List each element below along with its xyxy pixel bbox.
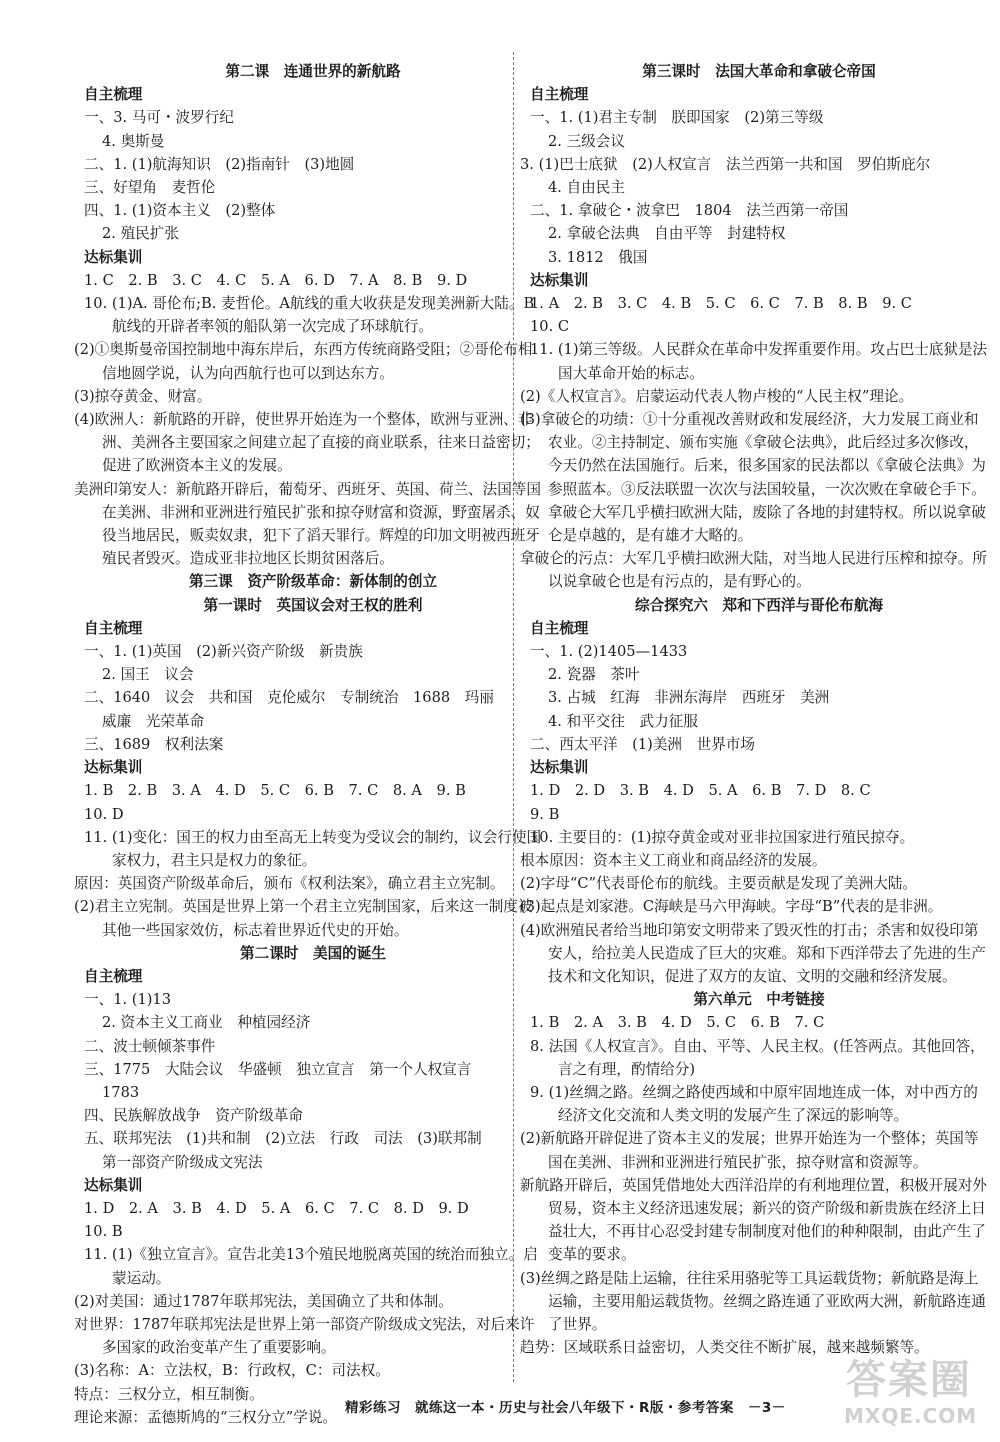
answer-line: 1. A 2. B 3. C 4. B 5. C 6. C 7. B 8. B 9. C	[530, 295, 912, 313]
section-heading: 第三课时 法国大革命和拿破仑帝国	[642, 63, 876, 80]
answer-line: 三、1689 权利法案	[84, 735, 224, 753]
answer-line: 四、1. (1)资本主义 (2)整体	[84, 202, 276, 220]
answer-line: 一、1. (1)君主专制 朕即国家 (2)第三等级	[530, 109, 824, 127]
answer-line: 1. B 2. A 3. B 4. D 5. C 6. B 7. C	[530, 1014, 825, 1032]
answer-paragraph: 根本原因：资本主义工商业和商品经济的发展。	[520, 851, 827, 869]
subsection-label: 达标集训	[84, 248, 143, 266]
answer-paragraph: (3)拿破仑的功绩：①十分重视改善财政和发展经济，大力发展工商业和农业。②主持制定、颁布实施《拿破仑法典》，此后经过多次修改，今天仍然在法国施行。后来，很多国家的民法都以《拿破仑法典》为参照蓝本。③反法联盟一次次与法国较量，一次次败在拿破仑手下。拿破仑大军几乎横扫欧洲大陆，废除了各地的封建特权。所以说拿破仑是卓越的，是有雄才大略的。	[520, 411, 986, 545]
section-heading: 第二课时 美国的诞生	[240, 944, 386, 962]
subsection-label: 达标集训	[84, 1176, 143, 1194]
answer-paragraph: (3)掠夺黄金、财富。	[74, 387, 212, 405]
answer-paragraph: 拿破仑的污点：大军几乎横扫欧洲大陆，对当地人民进行压榨和掠夺。所以说拿破仑也是有污点的，是有野心的。	[520, 550, 988, 591]
section-heading: 第六单元 中考链接	[693, 991, 825, 1009]
subsection-label: 自主梳理	[84, 86, 143, 104]
answer-line: 二、西太平洋 (1)美洲 世界市场	[530, 735, 755, 753]
answer-paragraph: 11. (1)《独立宣言》。宣告北美13个殖民地脱离英国的统治而独立。启蒙运动。	[84, 1246, 538, 1287]
answer-line: 三、1775 大陆会议 华盛顿 独立宣言 第一个人权宣言	[84, 1060, 472, 1078]
answer-line: 4. 和平交往 武力征服	[548, 712, 698, 730]
answer-line: 2. 三级会议	[548, 132, 625, 150]
answer-paragraph: 新航路开辟后，英国凭借地处大西洋沿岸的有利地理位置，积极开展对外贸易，资本主义经济迅速发展；新兴的资产阶级和新贵族在经济上日益壮大，不再甘心忍受封建专制制度对他们的种种限制，由此产生了变革的要求。	[520, 1176, 988, 1264]
watermark-title: 答案圈	[846, 1357, 972, 1403]
answer-paragraph: 8. 法国《人权宣言》。自由、平等、人民主权。(任答两点。其他回答，言之有理，酌情给分)	[530, 1037, 985, 1078]
subsection-label: 达标集训	[530, 759, 589, 777]
section-heading: 第一课时 英国议会对王权的胜利	[203, 596, 423, 614]
right-column	[520, 60, 988, 1359]
answer-line: 9. B	[530, 805, 560, 823]
answer-line: 10. D	[84, 805, 124, 823]
answer-paragraph: 3. (1)巴士底狱 (2)人权宣言 法兰西第一共和国 罗伯斯庇尔	[520, 155, 931, 173]
answer-paragraph: (2)君主立宪制。英国是世界上第一个君主立宪制国家，后来这一制度被其他一些国家效仿，标志着世界近代史的开始。	[74, 898, 533, 939]
subsection-label: 自主梳理	[84, 619, 143, 637]
answer-paragraph: (3)丝绸之路是陆上运输，往往采用骆驼等工具运载货物；新航路是海上运输，主要用船运载货物。丝绸之路连通了亚欧两大洲，新航路连通了世界。	[520, 1269, 986, 1333]
section-heading: 第二课 连通世界的新航路	[225, 63, 401, 80]
answer-paragraph: 理论来源：孟德斯鸠的“三权分立”学说。	[74, 1408, 338, 1426]
answer-line: 3. 占城 红海 非洲东海岸 西班牙 美洲	[548, 689, 830, 707]
answer-line: 1. C 2. B 3. C 4. C 5. A 6. D 7. A 8. B 9. D	[84, 271, 468, 289]
subsection-label: 达标集训	[84, 759, 143, 777]
page-footer: 精彩练习 就练这一本・历史与社会八年级下・R版・参考答案 －3－	[345, 1400, 786, 1416]
answer-paragraph: (4)欧洲人：新航路的开辟，使世界开始连为一个整体，欧洲与亚洲、非洲、美洲各主要国家之间建立起了直接的商业联系，往来日益密切；促进了欧洲资本主义的发展。	[74, 411, 540, 475]
answer-paragraph: (2)《人权宣言》。启蒙运动代表人物卢梭的“人民主权”理论。	[520, 387, 914, 405]
answer-line: 一、1. (2)1405—1433	[530, 643, 688, 661]
answer-paragraph: 10. (1)A. 哥伦布;B. 麦哲伦。A航线的重大收获是发现美洲新大陆。B航线的开辟者率领的船队第一次完成了环球航行。	[84, 295, 535, 336]
subsection-label: 自主梳理	[530, 619, 589, 637]
answer-paragraph: 趋势：区域联系日益密切，人类交往不断扩展，越来越频繁等。	[520, 1339, 929, 1357]
answer-paragraph: (2)①奥斯曼帝国控制地中海东岸后，东西方传统商路受阻；②哥伦布相信地圆学说，认为向西航行也可以到达东方。	[74, 341, 533, 382]
answer-line: 1. D 2. A 3. B 4. D 5. A 6. C 7. C 8. D 9. D	[84, 1199, 469, 1217]
answer-paragraph: 原因：英国资产阶级革命后，颁布《权利法案》，确立君主立宪制。	[74, 875, 505, 893]
answer-line: 1. D 2. D 3. B 4. D 5. A 6. B 7. D 8. C	[530, 782, 871, 800]
answer-paragraph: 10. 主要目的：(1)掠夺黄金或对亚非拉国家进行殖民掠夺。	[530, 828, 915, 846]
answer-paragraph: (4)欧洲殖民者给当地印第安文明带来了毁灭性的打击；杀害和奴役印第安人，给拉美人民造成了巨大的灾难。郑和下西洋带去了先进的生产技术和文化知识，促进了双方的友谊、文明的交融和经济发展。	[520, 921, 986, 985]
answer-line: 二、波士顿倾茶事件	[84, 1037, 216, 1055]
answer-paragraph: (2)对美国：通过1787年联邦宪法，美国确立了共和体制。	[74, 1292, 453, 1310]
answer-line: 第一部资产阶级成文宪法	[102, 1153, 263, 1171]
watermark-url: MXQE.COM	[844, 1404, 978, 1428]
subsection-label: 自主梳理	[84, 967, 143, 985]
answer-paragraph: (2)新航路开辟促进了资本主义的发展；世界开始连为一个整体；英国等国在美洲、非洲和亚洲进行殖民扩张，掠夺财富和资源等。	[520, 1130, 979, 1171]
answer-line: 威廉 光荣革命	[102, 712, 205, 730]
answer-line: 2. 资本主义工商业 种植园经济	[102, 1014, 311, 1032]
answer-line: 四、民族解放战争 资产阶级革命	[84, 1107, 303, 1125]
answer-paragraph: 特点：三权分立，相互制衡。	[74, 1385, 264, 1403]
answer-line: 10. C	[530, 318, 570, 336]
subsection-label: 达标集训	[530, 271, 589, 289]
answer-line: 3. 1812 俄国	[548, 248, 648, 266]
answer-line: 4. 自由民主	[548, 179, 625, 197]
answer-line: 2. 瓷器 茶叶	[548, 666, 640, 684]
answer-line: 二、1640 议会 共和国 克伦威尔 专制统治 1688 玛丽	[84, 689, 494, 707]
answer-line: 一、1. (1)英国 (2)新兴资产阶级 新贵族	[84, 643, 363, 661]
answer-paragraph: (2)字母“C”代表哥伦布的航线。主要贡献是发现了美洲大陆。	[520, 875, 918, 893]
left-column	[74, 60, 542, 1429]
answer-line: 一、3. 马可・波罗行纪	[84, 109, 234, 127]
answer-line: 2. 殖民扩张	[102, 225, 179, 243]
answer-line: 三、好望角 麦哲伦	[84, 179, 216, 197]
site-watermark	[838, 1348, 996, 1436]
answer-line: 2. 国王 议会	[102, 666, 194, 684]
answer-paragraph: 美洲印第安人：新航路开辟后，葡萄牙、西班牙、英国、荷兰、法国等国在美洲、非洲和亚洲进行殖民扩张和掠夺财富和资源，野蛮屠杀、奴役当地居民，贩卖奴隶，犯下了滔天罪行。辉煌的印加文明被西班牙殖民者毁灭。造成亚非拉地区长期贫困落后。	[74, 480, 542, 568]
answer-line: 2. 拿破仑法典 自由平等 封建特权	[548, 225, 786, 243]
answer-paragraph: 对世界：1787年联邦宪法是世界上第一部资产阶级成文宪法，对后来许多国家的政治变革产生了重要影响。	[74, 1315, 535, 1357]
answer-line: 10. B	[84, 1223, 123, 1241]
answer-paragraph: 11. (1)变化：国王的权力由至高无上转变为受议会的制约，议会行使国家权力，君主只是权力的象征。	[84, 828, 542, 869]
section-heading: 综合探究六 郑和下西洋与哥伦布航海	[634, 596, 884, 614]
answer-line: 二、1. 拿破仑・波拿巴 1804 法兰西第一帝国	[530, 202, 849, 220]
answer-line: 1. B 2. B 3. A 4. D 5. C 6. B 7. C 8. A 9. B	[84, 782, 466, 800]
answer-paragraph: 9. (1)丝绸之路。丝绸之路使西域和中原牢固地连成一体，对中西方的经济文化交流和人类文明的发展产生了深远的影响等。	[530, 1083, 978, 1125]
subsection-label: 自主梳理	[530, 86, 589, 104]
answer-paragraph: (3)名称：A：立法权，B：行政权，C：司法权。	[74, 1362, 390, 1380]
answer-line: 4. 奥斯曼	[102, 132, 165, 150]
section-heading: 第三课 资产阶级革命：新体制的创立	[188, 573, 438, 591]
answer-line: 五、联邦宪法 (1)共和制 (2)立法 行政 司法 (3)联邦制	[84, 1130, 482, 1148]
answer-paragraph: (3)起点是刘家港。C海峡是马六甲海峡。字母“B”代表的是非洲。	[520, 898, 943, 916]
answer-line: 二、1. (1)航海知识 (2)指南针 (3)地圆	[84, 155, 355, 173]
answer-paragraph: 11. (1)第三等级。人民群众在革命中发挥重要作用。攻占巴士底狱是法国大革命开始的标志。	[530, 341, 988, 382]
answer-line: 一、1. (1)13	[84, 991, 171, 1009]
answer-line: 1783	[102, 1083, 140, 1101]
